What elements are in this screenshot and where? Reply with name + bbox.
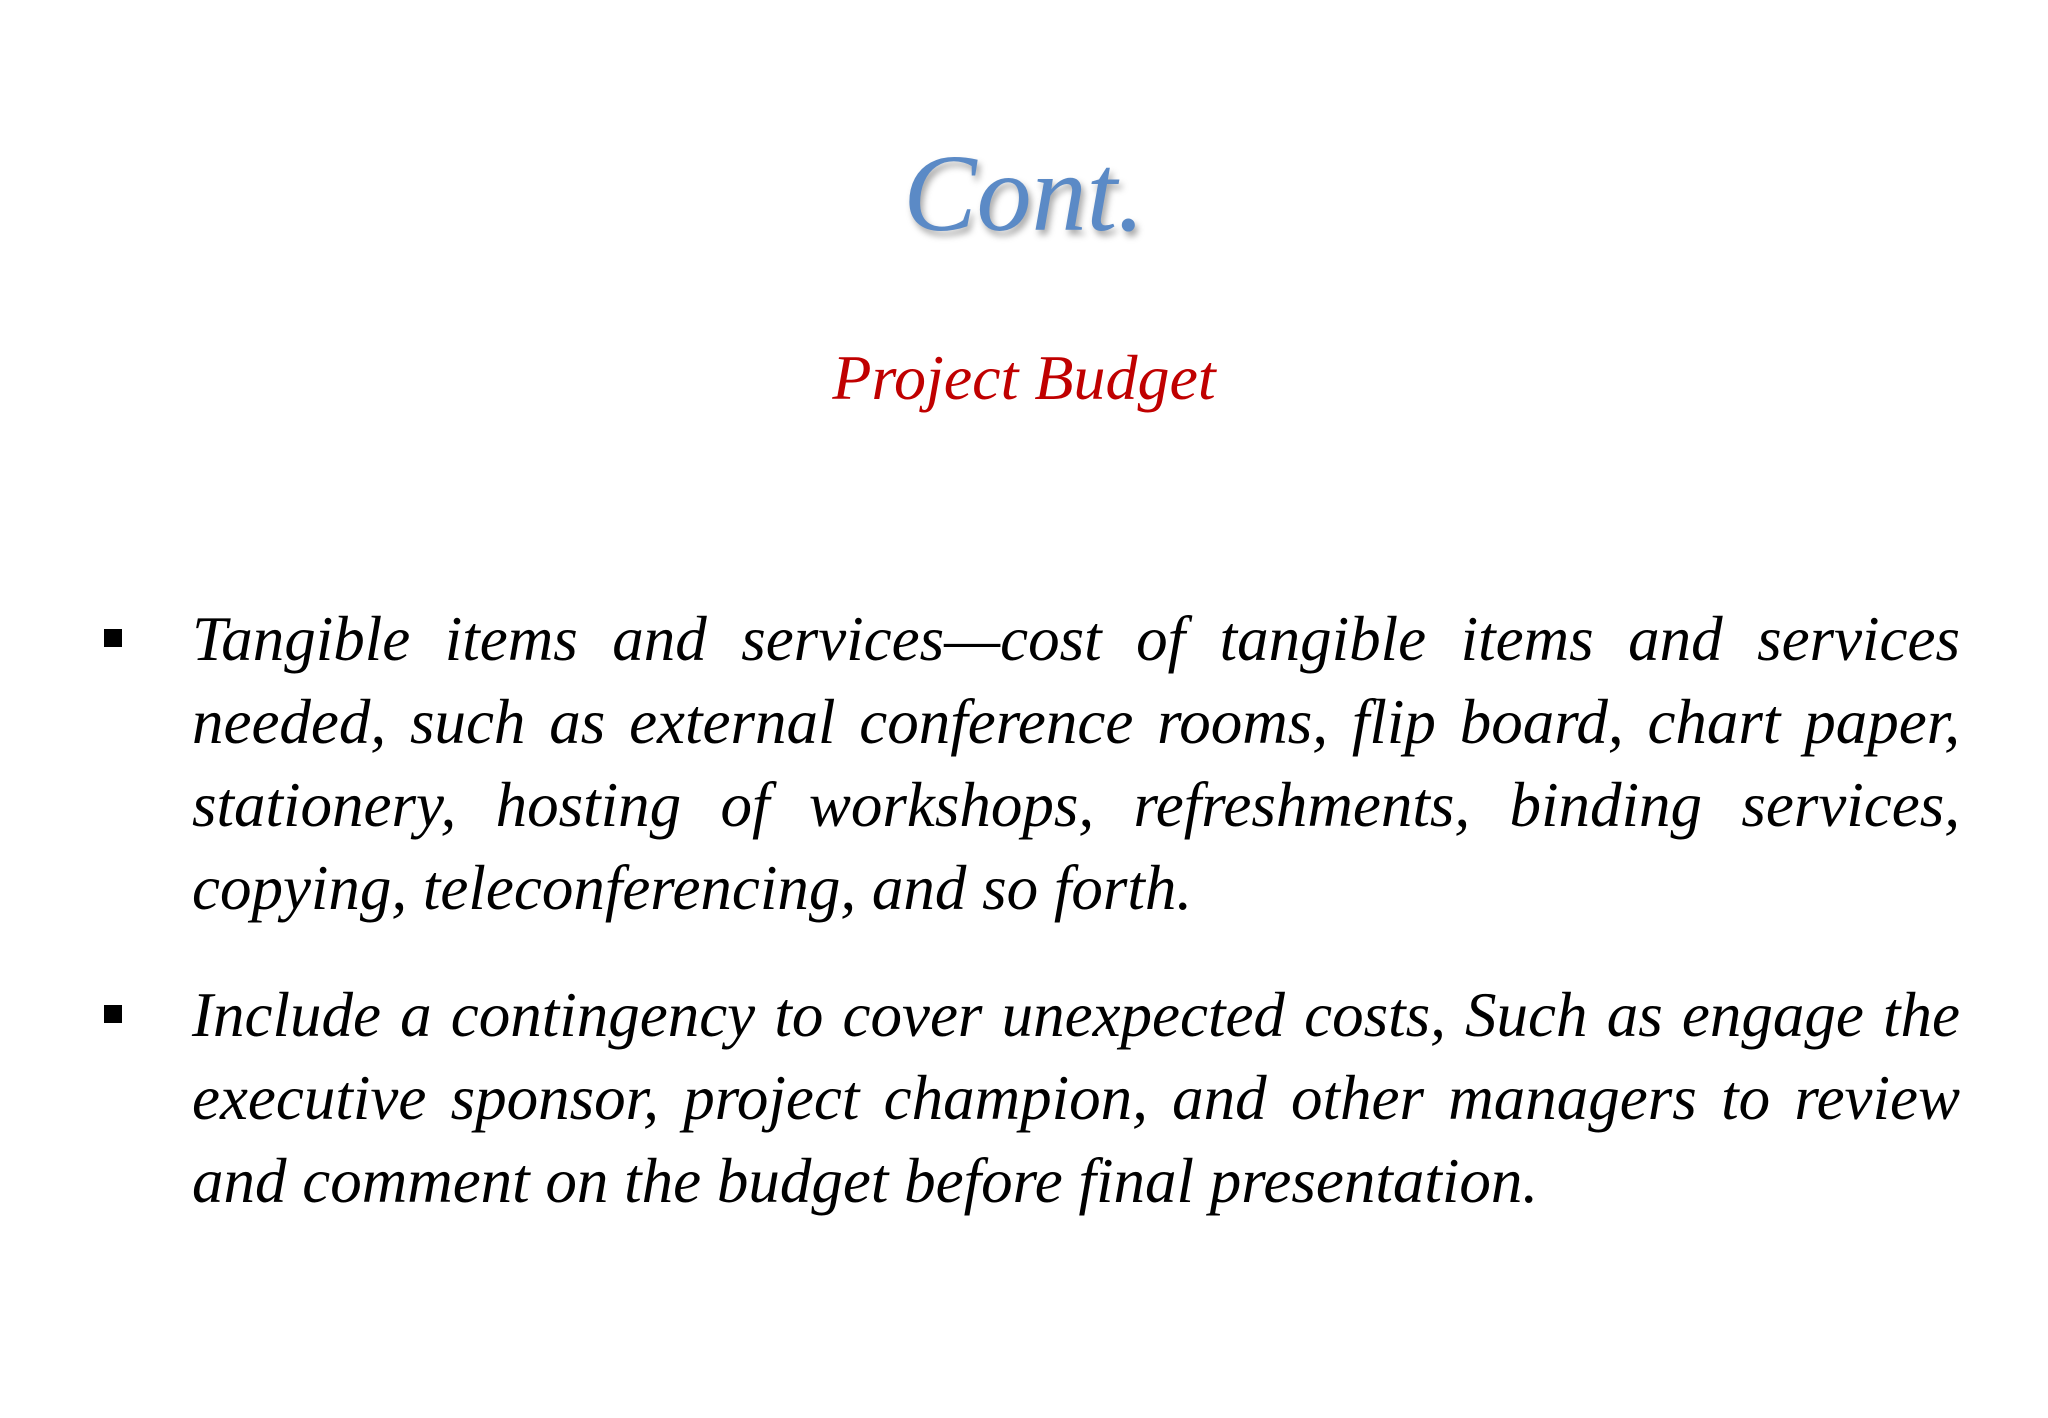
bullet-item bbox=[0, 598, 2048, 930]
bullet-list bbox=[0, 598, 2048, 1350]
slide-subtitle: Project Budget bbox=[832, 342, 1216, 413]
bullet-text: Include a contingency to cover unexpected costs, Such as engage the executive sponsor, project champion, and other managers to review and comment on the budget before final presentation. bbox=[192, 980, 1960, 1216]
square-bullet-icon bbox=[104, 629, 122, 647]
bullet-text: Tangible items and services—cost of tangible items and services needed, such as external conference rooms, flip board, chart paper, stationery, hosting of workshops, refreshments, binding services, copying, teleconferencing, and so forth. bbox=[192, 604, 1960, 923]
slide-title: Cont. bbox=[903, 132, 1145, 254]
square-bullet-icon bbox=[104, 1005, 122, 1023]
bullet-item bbox=[0, 974, 2048, 1306]
